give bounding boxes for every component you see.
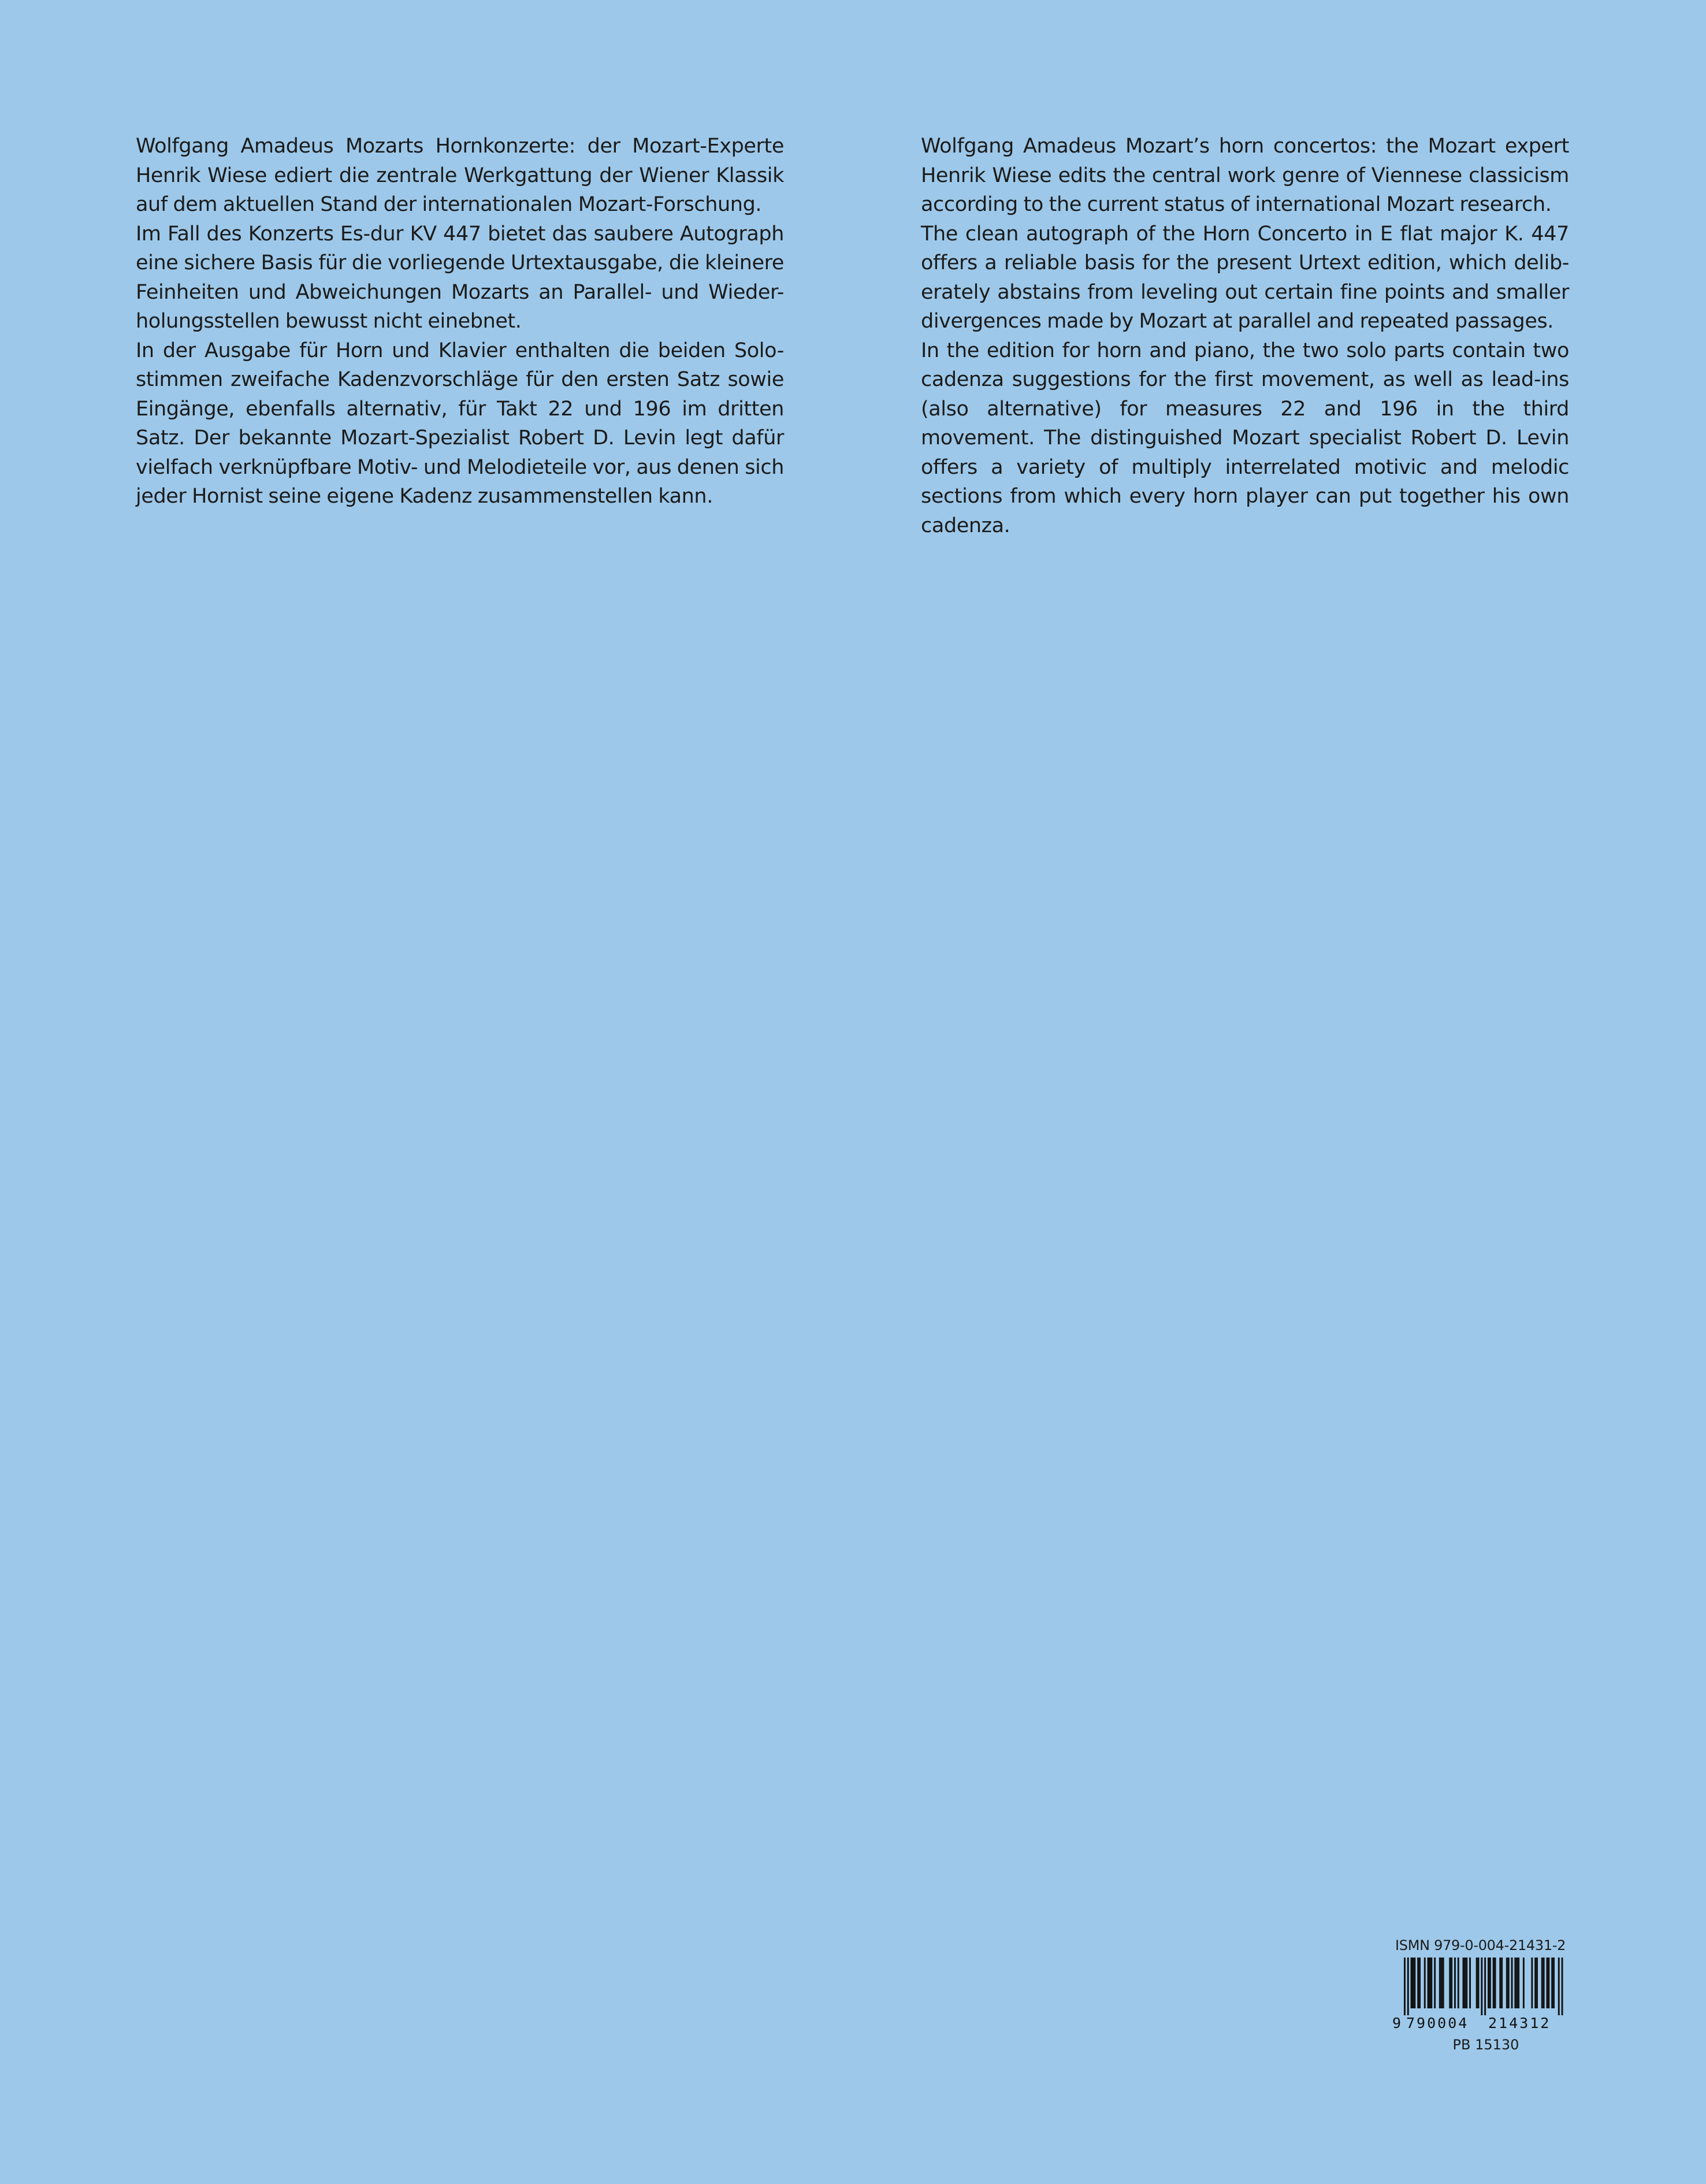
barcode-bar	[1514, 1958, 1516, 2008]
barcode-bar	[1489, 1958, 1491, 2008]
german-paragraph: In der Ausgabe für Horn und Klavier enthalten die beiden Solo-stimmen zweifache Kadenzvorschläge für den ersten Satz sowie Eingänge, ebenfalls alternativ, für Takt 22 und 196 im dritten Satz. Der bekannte Mozart-Spezialist Robert D. Levin legt dafür vielfach verknüpfbare Motiv- und Melodieteile vor, aus denen sich jeder Hornist seine eigene Kadenz zusammenstellen kann.	[136, 339, 784, 508]
barcode-bar	[1516, 1958, 1518, 2008]
barcode-bar	[1531, 1958, 1533, 2008]
barcode-bar	[1434, 1958, 1436, 2008]
barcode-bar	[1428, 1958, 1429, 2008]
barcode-bar	[1441, 1958, 1443, 2008]
barcode-bar	[1439, 1958, 1441, 2008]
barcode-bar	[1518, 1958, 1519, 2008]
barcode-bar	[1501, 1958, 1503, 2008]
german-paragraph: Im Fall des Konzerts Es-dur KV 447 bietet das saubere Autograph eine sichere Basis für die vorliegende Urtextausgabe, die kleinere Feinheiten und Abweichungen Mozarts an Parallel- und Wieder-holungsstellen bewusst nicht einebnet.	[136, 222, 784, 333]
barcode-bar	[1466, 1958, 1467, 2008]
barcode-bar	[1429, 1958, 1431, 2008]
barcode-bar	[1548, 1958, 1549, 2008]
barcode-bar	[1547, 1958, 1548, 2008]
barcode-digits	[1392, 2014, 1571, 2033]
barcode-guard-bar	[1562, 1958, 1563, 2015]
barcode-digits-right: 214312	[1488, 2015, 1551, 2031]
english-paragraph: The clean autograph of the Horn Concerto in E flat major K. 447 offers a reliable basis for the present Urtext edition, which delib-erately abstains from leveling out certain fine points and smaller divergences made by Mozart at parallel and repeated passages.	[921, 222, 1569, 333]
barcode-bar	[1430, 1958, 1432, 2008]
barcode-bar	[1488, 1958, 1489, 2008]
barcode-digits-left: 790004	[1406, 2015, 1469, 2031]
german-paragraph: Wolfgang Amadeus Mozarts Hornkonzerte: der Mozart-Experte Henrik Wiese ediert die zentrale Werkgattung der Wiener Klassik auf dem aktuellen Stand der internationalen Mozart-Forschung.	[136, 135, 784, 216]
barcode-bars	[1392, 1958, 1571, 2015]
barcode-block	[1392, 1937, 1571, 2053]
barcode-bar	[1534, 1958, 1536, 2008]
barcode-guard-bar	[1404, 1958, 1406, 2015]
barcode-bar	[1493, 1958, 1495, 2008]
english-paragraph: Wolfgang Amadeus Mozart’s horn concertos: the Mozart expert Henrik Wiese edits the central work genre of Viennese classicism according to the current status of international Mozart research.	[921, 135, 1569, 216]
barcode-bar	[1553, 1958, 1555, 2008]
ismn-label: ISMN 979-0-004-21431-2	[1395, 1937, 1566, 1953]
barcode-bar	[1451, 1958, 1452, 2008]
barcode-bar	[1414, 1958, 1415, 2008]
barcode-bar	[1458, 1958, 1459, 2008]
barcode-bar	[1419, 1958, 1421, 2008]
barcode-bar	[1413, 1958, 1414, 2008]
barcode-guard-bar	[1484, 1958, 1486, 2015]
barcode-bar	[1463, 1958, 1465, 2008]
barcode-bar	[1499, 1958, 1501, 2008]
barcode-guard-bar	[1481, 1958, 1482, 2015]
barcode-bar	[1541, 1958, 1543, 2008]
barcode-bar	[1508, 1958, 1510, 2008]
barcode-bar	[1478, 1958, 1480, 2008]
catalog-number: PB 15130	[1452, 2037, 1519, 2053]
barcode-bar	[1464, 1958, 1466, 2008]
english-paragraph: In the edition for horn and piano, the two solo parts contain two cadenza suggestions for the first movement, as well as lead-ins (also alternative) for measures 22 and 196 in the third movement. The distinguished Mozart specialist Robert D. Levin offers a variety of multiply interrelated motivic and melodic sections from which every horn player can put together his own cadenza.	[921, 339, 1569, 537]
barcode-bar	[1417, 1958, 1419, 2008]
barcode-guard-bar	[1407, 1958, 1409, 2015]
barcode-bar	[1411, 1958, 1413, 2008]
barcode-bar	[1536, 1958, 1538, 2008]
barcode	[1392, 1958, 1571, 2033]
barcode-bar	[1469, 1958, 1471, 2008]
barcode-bar	[1551, 1958, 1553, 2008]
barcode-bar	[1476, 1958, 1478, 2008]
barcode-bar	[1424, 1958, 1426, 2008]
german-description	[136, 132, 784, 511]
barcode-bar	[1495, 1958, 1496, 2008]
barcode-bar	[1543, 1958, 1545, 2008]
barcode-bar	[1443, 1958, 1444, 2008]
barcode-bar	[1454, 1958, 1456, 2008]
barcode-bar	[1511, 1958, 1513, 2008]
barcode-bar	[1506, 1958, 1508, 2008]
barcode-bar	[1449, 1958, 1451, 2008]
barcode-bar	[1523, 1958, 1525, 2008]
barcode-digit-lead: 9	[1392, 2015, 1402, 2031]
english-description	[921, 132, 1569, 540]
barcode-guard-bar	[1558, 1958, 1560, 2015]
